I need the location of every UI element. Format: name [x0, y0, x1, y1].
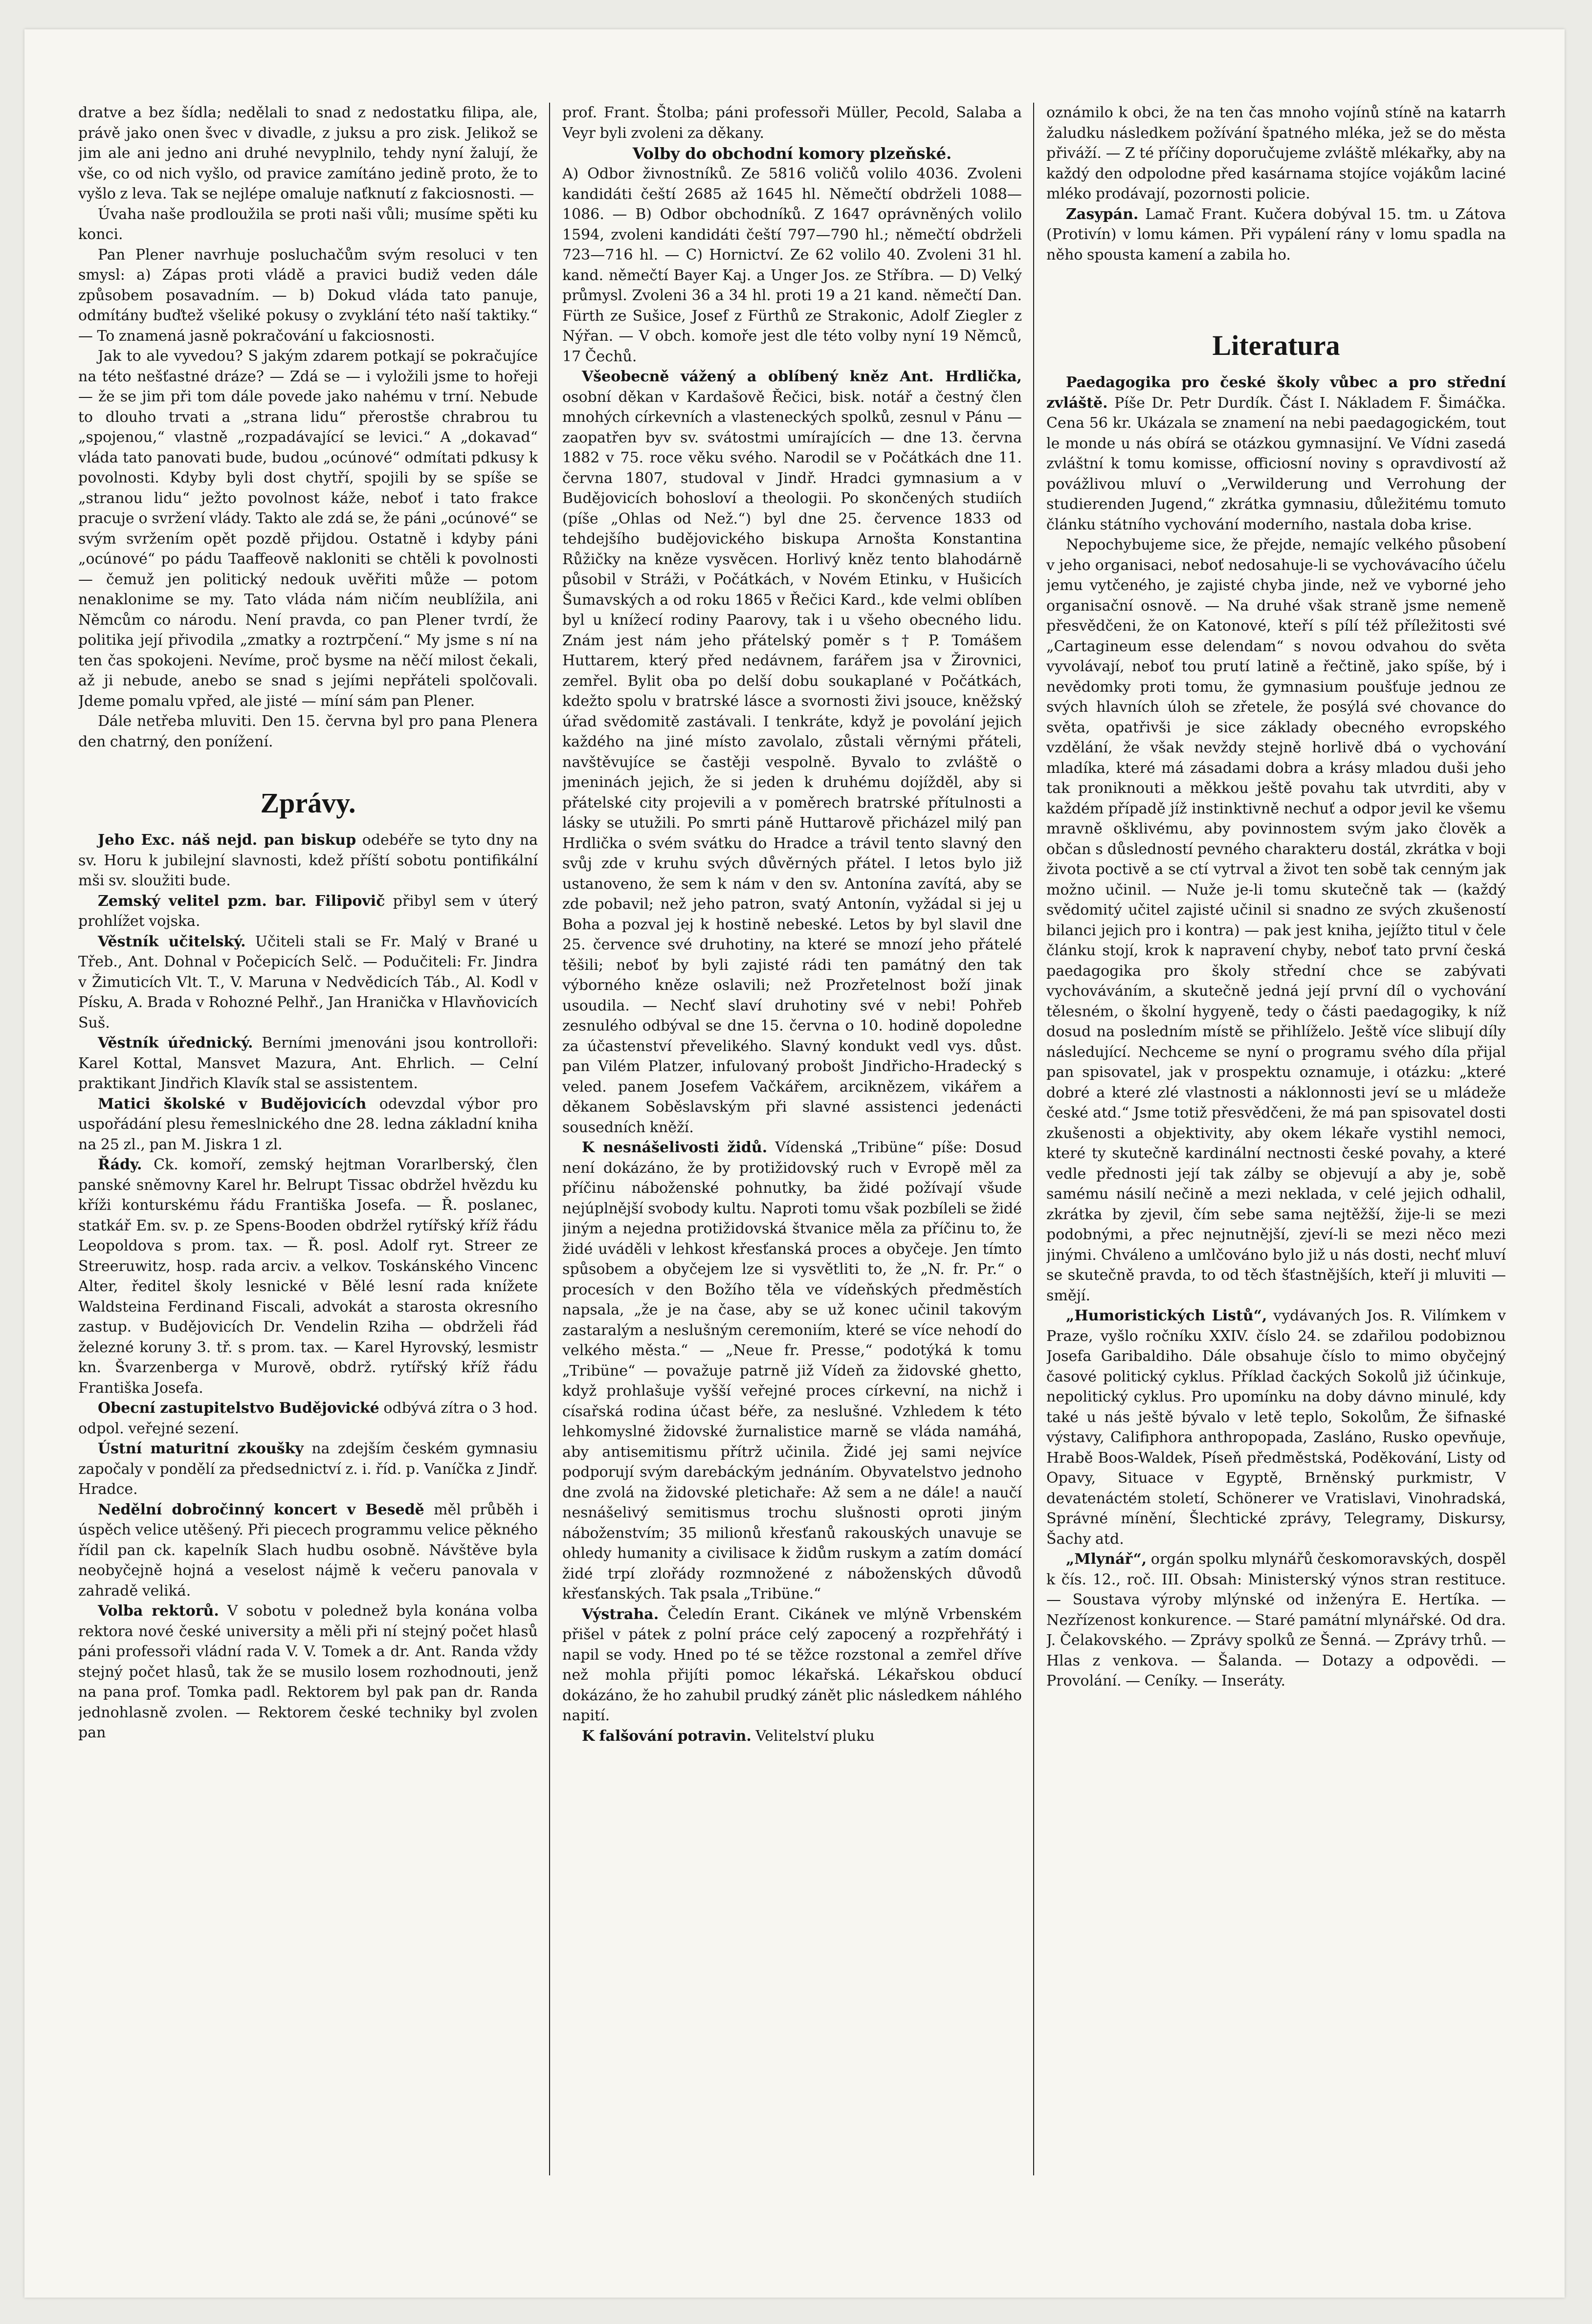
editorial-paragraph: Úvaha naše prodloužila se proti naši vůli; musíme spěti ku konci. — [78, 205, 538, 243]
news-item-head: Zemský velitel pzm. bar. Filipovič — [98, 892, 385, 910]
column-2 — [562, 103, 1022, 2175]
news-item — [78, 1155, 538, 1398]
news-item — [562, 367, 1022, 1138]
editorial-paragraph: Pan Plener navrhuje posluchačům svým resoluci v ten smysl: a) Zápas proti vládě a pravici budiž veden dále způsobem posavadním. — b) Dokud vláda tato panuje, odmítány buďtež všeliké pokusy o zvyklání této naší taktiky.“ — To znamená jasně pokračování u fakciosnosti. — [78, 246, 538, 345]
news-item-text: vydávaných Jos. R. Vilímkem v Praze, vyšlo ročníku XXIV. číslo 24. se zdařilou podobiznou Josefa Garibaldiho. Dále obsahuje číslo to mimo obyčejný časové politický cyklus. Příklad čackých Sokolů již účinkuje, nepolitický cyklus. Pro upomínku na doby dávno minulé, kdy také u nás ještě bývalo v letě teplo, Sokolům, Že šifnaské výstavy, Califiphora anthropopada, Zasláno, Rusko opevňuje, Hrabě Boos-Waldek, Píseň předměstská, Poděkování, Listy od Opavy, Situace v Egyptě, Brněnský purkmistr, V devatenáctém století, Schönerer ve Vratislavi, Vinohradská, Správné mínění, Šlechtické zprávy, Telegramy, Diskursy, Šachy atd. — [1046, 1307, 1506, 1548]
news-item-text: Ck. komoří, zemský hejtman Vorarlberský, člen panské sněmovny Karel hr. Belrupt Tissac obdržel hvězdu ku kříži konturskému řádu Františka Josefa. — Ř. poslanec, statkář Em. sv. p. ze Spens-Booden obdržel rytířský kříž řádu Leopoldova s prom. tax. — Ř. posl. Adolf ryt. Streer ze Streeruwitz, hosp. rada arciv. a velkov. Toskánského Vincenc Alter, ředitel školy lesnické v Bělé lesní rada knížete Waldsteina Ferdinand Fiscali, advokát a starosta okresního zastup. v Budějovicích Dr. Vendelin Rziha — obdrželi řád železné koruny 3. tř. s prom. tax. — Karel Hyrovský, lesmistr kn. Švarzenberga v Murově, obdrž. rytířský kříž řádu Františka Josefa. — [78, 1156, 538, 1397]
news-item-head: Matici školské v Budějovicích — [98, 1095, 367, 1113]
literature-intro-text: Píše Dr. Petr Durdík. Část I. Nákladem F. Šimáčka. Cena 56 kr. Ukázala se znamení na nebi paedagogickém, tout le monde u nás obírá se otázkou gymnasijní. Ve Vídni zasedá zvláštní k tomu komisse, officiosní noviny s opravdivostí až povážlivou mluví o „Verwilderung und Verrohung der studierenden Jugend,“ zkrátka gymnasiu, důležitému tomuto článku státního vychování moderního, nastala doba krise. — [1046, 394, 1506, 533]
column-3 — [1046, 103, 1506, 2175]
news-item — [78, 1033, 538, 1094]
news-item-head: Věstník učitelský. — [98, 933, 246, 950]
news-item-head: Zasypán. — [1066, 205, 1139, 223]
news-item-head: Všeobecně vážený a oblíbený kněz Ant. Hrdlička, — [582, 368, 1022, 385]
news-item — [1046, 1549, 1506, 1691]
editorial-paragraph: Jak to ale vyvedou? S jakým zdarem potkají se pokračujíce na této nešťastné dráze? — Zdá se — i vyložili jsme to hořeji — že se jim při tom dále povede jako nahému v trní. Nebude to dlouho trvati a „strana lidu“ přerostše chrabrou tu „spojenou,“ vlastně „rozpadávající se levici.“ A „dokavad“ vláda tato panovati bude, budou „ocúnové“ odmítati pdkusy k povolnosti. Kdyby byli dost chytří, spojili by se spíše se „stranou lidu“ ježto povolnost káže, neboť i tato frakce pracuje o svržení vlády. Takto ale zdá se, že páni „ocúnové“ se svým svržením opět pozdě přijdou. Ostatně i kdyby páni „ocúnové“ po pádu Taaffeově nakloniti se chtěli k povolnosti — čemuž jen politický nedouk uvěřiti může — potom nenaklonime se my. Tato vláda nám ničím neublížila, ani Němcům co národu. Není pravda, co pan Plener tvrdí, že politika její přivodila „zmatky a roztrpčení.“ My jsme s ní na ten čas spokojeni. Nevíme, proč bysme na něčí milost čekali, až ji nebude, anebo se snad s jejími nepřáteli spolčovali. Jdeme pomalu vpřed, ale jisté — míní sám pan Plener. — [78, 348, 538, 710]
news-item-text: Čeledín Erant. Cikánek ve mlýně Vrbenském přišel v pátek z polní práce celý zapocený a rozpřehřátý i napil se vody. Hned po té se těžce rozstonal a zemřel dříve než mohla přijíti pomoc lékařská. Lékařskou obducí dokázáno, že ho zahubil prudký zánět plic následkem náhlého napití. — [562, 1605, 1022, 1724]
column-1 — [78, 103, 538, 2175]
news-item-text: Učiteli stali se Fr. Malý v Brané u Třeb., Ant. Dohnal v Počepicích Selč. — Podučiteli: Fr. Jindra v Žimuticích Vlt. T., V. Maruna v Nedvědicích Táb., Al. Kodl v Písku, A. Brada v Rohozné Pelhř., Jan Hranička v Hlavňovicích Suš. — [78, 933, 538, 1031]
news-item — [78, 932, 538, 1033]
news-item-head: Nedělní dobročinný koncert v Besedě — [98, 1501, 424, 1518]
news-item-text: Lamač Frant. Kučera dobýval 15. tm. u Zátova (Protivín) v lomu kámen. Při vypálení rány v lomu spadla na něho spousta kamení a zabila ho. — [1046, 205, 1506, 263]
news-item-text: orgán spolku mlynářů českomoravských, dospěl k čís. 12., roč. III. Obsah: Ministerský výnos stran restituce. — Soustava výroby mlýnské od inženýra E. Hertíka. — Nezřízenost konkurence. — Staré památní mlynářské. Od dra. J. Čelakovského. — Zprávy spolků ze Šenná. — Zprávy trhů. — Hlas z venkova. — Šalanda. — Dotazy a odpovědi. — Provolání. — Ceníky. — Inseráty. — [1046, 1551, 1506, 1689]
news-item — [78, 891, 538, 932]
news-item — [1046, 204, 1506, 265]
newspaper-sheet — [24, 29, 1565, 2298]
news-item — [78, 1398, 538, 1439]
news-item — [562, 1726, 1022, 1747]
news-item-head: „Humoristických Listů“, — [1066, 1307, 1267, 1324]
column-rule — [1033, 103, 1034, 2175]
news-item-head: K falšování potravin. — [582, 1727, 752, 1745]
news-item-text: Velitelství pluku — [751, 1727, 875, 1745]
news-item — [78, 1094, 538, 1155]
literature-body: Nepochybujeme sice, že přejde, nemajíc velkého působení v jeho organisaci, neboť nedosahuje-li se vychovávacího účelu jemu vytčeného, je zajisté chyba jinde, než ve vyborné jeho organisační osnově. — Na druhé však straně jsme nemeně přesvědčeni, že on Katonové, kteří s pílí též příležitosti své „Cartagineum esse delendam“ s novou odvahou do světa vyvolávají, neboť tou prutí latině a řečtině, jako spíše, bý i nevědomky proti tomu, že gymnasium poušťuje jednou ze svých hlavních úloh se zřetele, že posýlá své chovance do světa, opatřivši je sice základy obecného evropského vzdělání, že však nevždy stejně horlivě dbá o vychování mladíka, které má zásadami dobra a krásy mladou duši jeho tak proniknouti a měkkou ještě povahu tak utvrditi, aby v každém případě jíž instinktivně nechuť a odpor jevil ke všemu mravně ošklivému, aby povinnostem svým jako člověk a občan s důsledností pevného charakteru dostál, zkrátka v boji života poctivě a se ctí vytrval a život ten sobě tak cenným jak možno učinil. — Nuže je-li tomu skutečně tak — (každý svědomitý učitel zajisté učinil si snadno ze svých zkušeností bilanci jejich pro i kontra) — pak jest kniha, jejížto titul v čele článku stojí, krok k napravení chyby, neboť tato první česká paedagogika pro školy střední chce se zabývati vychováváním, a skutečně jedná její první díl o vychování tělesném, o školní hygyeně, tedy o části paedagogiky, k níž dosud na posledním místě se přihlíželo. Ještě více slibují díly následující. Nechceme se nyní o programu svého díla přijal pan spisovatel, jak v prospektu oznamuje, i otázku: „které dobré a které zlé vlastnosti a náklonnosti jeví se u mládeže české atd.“ Jsme totiž přesvědčeni, že má pan spisovatel dosti zkušenosti a objektivity, aby okem lékaře vystihl nemoci, které ty skutečně kardinální nectnosti české povahy, a které vedle přednosti její tak zálby se objevují a aby je, sobě samému násilí nečině a mezi neklada, v celé jejich odhalil, zkrátka by zjevil, čím sebe sama nejtěžší, žije-li se mezi podobnými, a přec nejnutnější, zjeví-li se mezi něco mezi jinými. Chváleno a umlčováno bylo již u nás dosti, nechť mluví se skutečně pravda, to od těch šťastnějších, kteří ji mluviti — smějí. — [1046, 536, 1506, 1304]
news-item-head: K nesnášelivosti židů. — [582, 1139, 768, 1156]
news-item-text: odebéře se tyto dny na sv. Horu k jubilejní slavnosti, kdež příští sobotu pontifikální mši sv. sloužiti bude. — [78, 832, 538, 889]
section-title-literatura: Literatura — [1212, 329, 1340, 361]
news-item-text: na zdejším českém gymnasiu započaly v pondělí za předsednictví z. i. říd. p. Vaníčka z Jindř. Hradce. — [78, 1440, 538, 1498]
news-item-text: přibyl sem v úterý prohlížet vojska. — [78, 892, 538, 930]
election-results: A) Odbor živnostníků. Ze 5816 voličů volilo 4036. Zvoleni kandidáti čeští 2685 až 1645 hl. Němečtí obdrželi 1088—1086. — B) Odbor obchodníků. Z 1647 oprávněných volilo 1594, zvoleni kandidáti čeští 797—790 hl.; němečtí obdrželi 723—716 hl. — C) Hornictví. Ze 62 volilo 40. Zvoleni 31 hl. kand. němečtí Bayer Kaj. a Unger Jos. ze Stříbra. — D) Velký průmysl. Zvoleni 36 a 34 hl. proti 19 a 21 kand. němečtí Dan. Fürth ze Sušice, Josef z Fürthů ze Strakonic, Adolf Ziegler z Nýřan. — V obch. komoře jest dle této volby nyní 19 Němců, 17 Čechů. — [562, 165, 1022, 365]
news-item — [1046, 1306, 1506, 1549]
editorial-paragraph: dratve a bez šídla; nedělali to snad z nedostatku filipa, ale, právě jako onen švec v divadle, z juksu a pro zisk. Jelikož se jim ale ani jedno ani druhé nevyplnilo, tehdy nyní žalují, že vše, co od nich vyšlo, od pravice zamítáno jedině proto, že to vyšlo z leva. Tak se nejlépe omaluje naťknutí z fakciosnosti. — — [78, 104, 538, 202]
news-item — [562, 1138, 1022, 1604]
editorial-paragraph: Dále netřeba mluviti. Den 15. června byl pro pana Plenera den chatrný, den ponížení. — [78, 713, 538, 750]
news-item-head: Ústní maturitní zkoušky — [98, 1440, 304, 1457]
news-item-text: V sobotu v polednež byla konána volba rektora nové české university a měli při ní stejný počet hlasů páni professoři vládní rada V. V. Tomek a dr. Ant. Randa vždy stejný počet hlasů, tak že se musilo losem rozhodnouti, jenž na pana prof. Tomka padl. Rektorem byl pak pan dr. Randa jednohlasně zvolen. — Rektorem české techniky byl zvolen pan — [78, 1602, 538, 1741]
news-item-text: Berními jmenováni jsou kontrolloři: Karel Kottal, Mansvet Mazura, Ant. Ehrlich. — Celní praktikant Jindřich Klavík stal se assistentem. — [78, 1034, 538, 1092]
section-title-zpravy: Zprávy. — [260, 787, 356, 819]
news-item-text: odevzdal výbor pro uspořádání plesu řemeslnického dne 28. ledna základní kniha na 25 zl., pan M. Jiskra 1 zl. — [78, 1095, 538, 1153]
news-item — [78, 1439, 538, 1500]
news-item-text: odbývá zítra o 3 hod. odpol. veřejné sezení. — [78, 1400, 538, 1437]
news-item-head: Řády. — [98, 1156, 142, 1173]
news-item — [562, 1604, 1022, 1726]
news-item-head: Výstraha. — [582, 1605, 659, 1623]
news-item-head: Věstník úřednický. — [98, 1034, 253, 1052]
literature-intro — [1046, 373, 1506, 535]
news-item-head: Jeho Exc. náš nejd. pan biskup — [98, 832, 356, 849]
literature-head: Paedagogika pro české školy vůbec a pro střední zvláště. — [1046, 374, 1506, 412]
continued-paragraph: oznámilo k obci, že na ten čas mnoho vojínů stíně na katarrh žaludku následkem požívání špatného mléka, jež se do města přiváží. — Z té příčiny doporučujeme zvláště mlékařky, aby na každý den odpolodne před kasárnama stojíce vojákům laciné mléko prodávají, pozornosti policie. — [1046, 104, 1506, 202]
column-rule — [549, 103, 550, 2175]
news-item — [78, 1601, 538, 1743]
news-item-text: měl průběh i úspěch velice utěšený. Při piecech programmu velice pěkného řídil pan ck. kapelník Slach hudbu osobně. Návštěve byla neobyčejně hojná a veselost nájmě k večeru panovala v zahradě veliká. — [78, 1501, 538, 1600]
news-item-text: Vídenská „Tribüne“ píše: Dosud není dokázáno, že by protižidovský ruch v Evropě měl za příčinu náboženské pohnutky, ba židé požívají všude nejúplnější svobody kultu. Naproti tomu však pozbíleli se židé jiným a nejedna protižidovská štvanice měla za příčinu to, že židé uváděli v lehkost křesťanská proces a obyčeje. Jen tímto spůsobem a obyčejem lze si vysvětliti to, že „N. fr. Pr.“ o procesích v den Božího těla ve vídeňských předměstích napsala, „že je na čase, aby se už konec učinil takovým zastaralým a neslušným ceremoniím, které se více nehodí do velkého města.“ — „Neue fr. Presse,“ podotýká k tomu „Tribüne“ — považuje patrně již Vídeň za židovské ghetto, když prohlašuje vyšší veřejné proces církevní, na nichž i císařská rodina účast béře, za neslušné. Vzhledem k této lehkomyslné židovské žurnalistice marně se vláda namáhá, aby antisemitismu přítrž učinila. Židé jej sami nejvíce podporují svým darebáckým jednáním. Obyvatelstvo jednoho dne zvolá na židovské pletichaře: Až sem a ne dále! a naučí nesnášelivý semitismus trochu slušnosti oproti jiným náboženstvím; 35 milionů křesťanů rakouských unavuje se ohledy humanity a civilisace k židům ruskym a zatím domácí židé trpí zlořády rozmnožené z náboženských důvodů křesťanských. Tak psala „Tribüne.“ — [562, 1139, 1022, 1602]
continued-paragraph: prof. Frant. Štolba; páni professoři Müller, Pecold, Salaba a Veyr byli zvoleni za děkany. — [562, 104, 1022, 142]
news-item-head: „Mlynář“, — [1066, 1551, 1147, 1568]
news-item — [78, 1500, 538, 1601]
subheading-volby: Volby do obchodní komory plzeňské. — [632, 144, 952, 163]
news-item — [78, 830, 538, 891]
news-item-head: Volba rektorů. — [98, 1602, 219, 1620]
news-item-text: osobní děkan v Kardašově Řečici, bisk. notář a čestný člen mnohých církevních a vlasteneckých spolků, zesnul v Pánu — zaopatřen byv sv. svátostmi umírajících — dne 13. června 1882 v 75. roce věku svého. Narodil se v Počátkách dne 11. června 1807, studoval v Jindř. Hradci gymnasium a v Budějovicích bohosloví a theologii. Po skončených studiích (píše „Ohlas od Než.“) byl dne 25. července 1833 od tehdejšího budějovického biskupa Arnošta Konstantina Růžičky na kněze vysvěcen. Horlivý kněz tento blahodárně působil v Stráži, v Počátkách, v Novém Etinku, v Hušicích Šumavských a od roku 1865 v Řečici Kard., kde velmi oblíben byl u knížecí rodiny Paarovy, tak i u všeho obecného lidu. Znám jest nám jeho přátelský poměr s † P. Tomášem Huttarem, který před nedávnem, farářem jsa v Žirovnici, zemřel. Bylit oba po delší dobu soukaplané v Počátkách, kdežto spolu v bratrské lásce a svornosti živi jsouce, kněžský úřad svědomitě zastávali. I tenkráte, když je povolání jejich každého na jiné místo zavolalo, zůstali věrnými přáteli, navštěvujíce se častěji vespolně. Byvalo to zvláště o jmeninách jejich, že si jeden k druhému dojížděl, aby si přátelské city projevili a v poměrech bratrské přítulnosti a lásky se utužili. Po smrti páně Huttarově přicházel milý pan Hrdlička o svém svátku do Hradce a trávil tento slavný den svůj zde v kruhu svých důvěrných přátel. I letos bylo již ustanoveno, že sem k nám v den sv. Antonína zavítá, aby se zde pobavil; než jeho patron, svatý Antonín, vyžádal si jej u Boha a pozval jej k hostině nebeské. Letos by byl slavil dne 25. července své druhotiny, na které se mnozí jeho přátelé těšili; neboť by byli zajisté rádi ten památný den tak výborného kněze oslavili; než Prozřetelnost boží jinak usoudila. — Nechť slaví druhotiny své v nebi! Pohřeb zesnulého odbýval se dne 15. června o 10. hodině dopoledne za účastenství převelikého. Slavný kondukt vedl vys. důst. pan Vilém Platzer, infulovaný probošt Jindřicho-Hradecký s veled. panem Josefem Vačkářem, arciknězem, vikářem a děkanem Soběslavským při slavné assistenci jedenácti sousedních kněží. — [562, 388, 1022, 1136]
newspaper-page — [78, 103, 1506, 2175]
news-item-head: Obecní zastupitelstvo Budějovické — [98, 1400, 379, 1417]
